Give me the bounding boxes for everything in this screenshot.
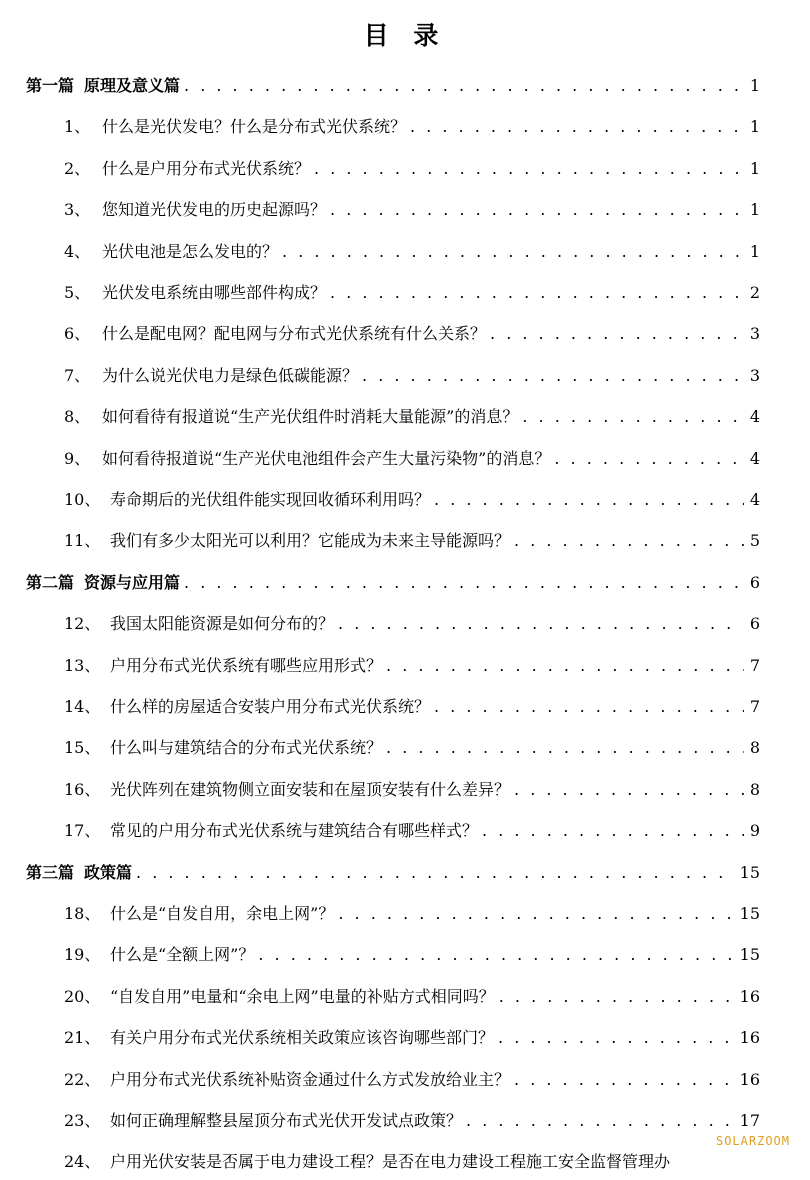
toc-page-number: 15: [739, 904, 760, 923]
toc-page-number: 1: [749, 200, 760, 220]
toc-entry[interactable]: [0, 1062, 810, 1092]
toc-entry-title: 什么是“自发自用，余电上网”？: [110, 904, 335, 923]
toc-entry-lead: [0, 1026, 494, 1050]
toc-entry-title: 常见的户用分布式光伏系统与建筑结合有哪些样式？: [110, 821, 479, 841]
toc-entry[interactable]: [0, 234, 810, 264]
dot-leader: [522, 405, 743, 429]
toc-entry-title: 原理及意义篇: [84, 76, 181, 95]
toc-entry-lead: [0, 778, 510, 802]
toc-entry[interactable]: [0, 109, 810, 139]
toc-entry-lead: [0, 447, 550, 471]
toc-page-number: 7: [749, 697, 760, 716]
toc-entry-lead: [0, 902, 334, 926]
toc-entry-lead: [0, 736, 382, 760]
watermark: SOLARZOOM: [715, 1134, 790, 1148]
toc-entry-title: 如何看待报道说“生产光伏电池组件会产生大量污染物”的消息？: [102, 448, 551, 468]
dot-leader: [338, 902, 733, 926]
toc-page-number: 1: [749, 76, 760, 95]
toc-entry-lead: [0, 1150, 670, 1174]
toc-page-number: 3: [749, 365, 760, 385]
toc-entry-lead: [0, 943, 254, 967]
toc-entry-number: 21、: [64, 1028, 101, 1048]
dot-leader: [136, 861, 734, 885]
dot-leader: [410, 115, 744, 139]
toc-entry-title: 为什么说光伏电力是绿色低碳能源？: [102, 365, 359, 385]
toc-entry-title: 什么是光伏发电？什么是分布式光伏系统？: [102, 117, 407, 137]
toc-page-number: 15: [739, 862, 760, 882]
toc-entry-lead: [0, 861, 132, 885]
toc-section-heading[interactable]: [0, 68, 810, 98]
toc-entry-lead: [0, 571, 180, 595]
toc-page-number: 16: [739, 1069, 760, 1089]
toc-entry-number: 22、: [64, 1069, 101, 1089]
toc-entry-lead: [0, 74, 180, 98]
toc-page-number: 8: [749, 779, 760, 799]
dot-leader: [338, 612, 744, 636]
toc-entry-number: 17、: [64, 821, 101, 841]
toc-entry[interactable]: [0, 1103, 810, 1133]
dot-leader: [554, 447, 743, 471]
toc-entry-title: 资源与应用篇: [84, 572, 181, 592]
toc-entry-number: 12、: [64, 614, 101, 634]
toc-page-number: 6: [749, 572, 760, 592]
toc-entry-lead: [0, 695, 430, 719]
toc-entry-title: 如何正确理解整县屋顶分布式光伏开发试点政策？: [110, 1111, 463, 1130]
toc-entry-number: 10、: [64, 490, 101, 509]
toc-entry[interactable]: [0, 275, 810, 305]
toc-entry-lead: [0, 364, 358, 388]
toc-entry-title: 我们有多少太阳光可以利用？它能成为未来主导能源吗？: [110, 531, 511, 551]
toc-entry-lead: [0, 1068, 510, 1092]
toc-entry-title: 寿命期后的光伏组件能实现回收循环利用吗？: [110, 490, 431, 509]
toc-entry-title: 我国太阳能资源是如何分布的？: [110, 614, 335, 634]
toc-page-number: 4: [749, 407, 760, 427]
dot-leader: [466, 1109, 734, 1133]
dot-leader: [498, 1026, 734, 1050]
toc-page-number: 4: [749, 448, 760, 468]
toc-entry-title: 有关户用分布式光伏系统相关政策应该咨询哪些部门？: [110, 1028, 495, 1048]
toc-entry-lead: [0, 240, 278, 264]
toc-page-number: 1: [749, 117, 760, 137]
toc-entry-title: 什么样的房屋适合安装户用分布式光伏系统？: [110, 697, 431, 716]
toc-entry[interactable]: [0, 896, 810, 926]
toc-page-number: 15: [739, 945, 760, 965]
toc-entry-lead: [0, 488, 430, 512]
toc-entry-lead: [0, 198, 326, 222]
toc-page-number: 7: [749, 655, 760, 675]
toc-page-number: 16: [739, 986, 760, 1006]
toc-entry[interactable]: [0, 1020, 810, 1050]
dot-leader: [482, 819, 744, 843]
toc-page-number: 1: [749, 158, 760, 178]
toc-entry-title: 您知道光伏发电的历史起源吗？: [102, 200, 327, 220]
toc-entry[interactable]: [0, 441, 810, 471]
toc-page-number: 2: [749, 283, 760, 302]
toc-entry-lead: [0, 1109, 462, 1133]
dot-leader: [490, 322, 744, 346]
toc-entry-number: 20、: [64, 986, 101, 1006]
toc-entry-title: 户用光伏安装是否属于电力建设工程？是否在电力建设工程施工安全监督管理办: [110, 1152, 671, 1172]
toc-entry[interactable]: [0, 689, 810, 719]
toc-entry[interactable]: [0, 648, 810, 678]
toc-entry[interactable]: [0, 523, 810, 553]
dot-leader: [184, 571, 744, 595]
toc-entry-number: 24、: [64, 1152, 101, 1172]
toc-entry-number: 6、: [64, 324, 91, 344]
toc-entry[interactable]: [0, 937, 810, 967]
toc-entry-number: 3、: [64, 200, 91, 220]
toc-entry-number: 13、: [64, 655, 101, 675]
dot-leader: [258, 943, 733, 967]
toc-entry-number: 7、: [64, 365, 91, 385]
toc-entry[interactable]: [0, 192, 810, 222]
toc-entry-number: 5、: [64, 283, 91, 302]
toc-entry-number: 9、: [64, 448, 91, 468]
toc-entry-lead: [0, 654, 382, 678]
toc-entry-title: 政策篇: [84, 862, 133, 882]
toc-entry[interactable]: [0, 399, 810, 429]
toc-page-number: 8: [749, 738, 760, 758]
dot-leader: [499, 985, 734, 1009]
toc-entry-lead: [0, 115, 406, 139]
toc-entry-number: 第三篇: [26, 862, 75, 882]
toc-entry[interactable]: [0, 151, 810, 181]
toc-entry-number: 14、: [64, 697, 101, 716]
dot-leader: [282, 240, 744, 264]
toc-entry-number: 4、: [64, 241, 91, 261]
dot-leader: [514, 529, 744, 553]
toc-entry-lead: [0, 157, 310, 181]
toc-page-number: 9: [749, 821, 760, 841]
dot-leader: [514, 1068, 734, 1092]
toc-entry[interactable]: [0, 979, 810, 1009]
dot-leader: [434, 488, 744, 512]
toc-entry-number: 15、: [64, 738, 101, 758]
toc-entry-number: 第一篇: [26, 76, 75, 95]
toc-entry-title: “自发自用”电量和“余电上网”电量的补贴方式相同吗？: [110, 986, 495, 1006]
toc-entry-title: 光伏电池是怎么发电的？: [102, 241, 279, 261]
dot-leader: [184, 74, 744, 98]
toc-entry-title: 光伏发电系统由哪些部件构成？: [102, 283, 327, 302]
toc-entry[interactable]: [0, 606, 810, 636]
toc-entry-title: 户用分布式光伏系统补贴资金通过什么方式发放给业主？: [110, 1069, 511, 1089]
toc-page-number: 5: [749, 531, 760, 551]
toc-page-number: 1: [749, 241, 760, 261]
toc-entry-title: 户用分布式光伏系统有哪些应用形式？: [110, 655, 383, 675]
toc-page-number: 17: [739, 1111, 760, 1130]
toc-entry-number: 8、: [64, 407, 91, 427]
toc-entry-title: 什么是户用分布式光伏系统？: [102, 158, 311, 178]
toc-section-heading[interactable]: [0, 565, 810, 595]
toc-entry-lead: [0, 322, 486, 346]
toc-entry-number: 第二篇: [26, 572, 75, 592]
dot-leader: [362, 364, 744, 388]
dot-leader: [514, 778, 744, 802]
toc-entry-number: 23、: [64, 1111, 101, 1130]
dot-leader: [386, 654, 744, 678]
toc-entry-number: 18、: [64, 904, 101, 923]
toc-page-number: 3: [749, 324, 760, 344]
toc-entry-number: 16、: [64, 779, 101, 799]
toc-entry-number: 11、: [64, 531, 101, 551]
toc-entry-lead: [0, 529, 510, 553]
toc-entry-title: 什么叫与建筑结合的分布式光伏系统？: [110, 738, 383, 758]
dot-leader: [434, 695, 744, 719]
toc-page-number: 4: [749, 490, 760, 509]
toc-entry[interactable]: [0, 772, 810, 802]
toc-entry-number: 19、: [64, 945, 101, 965]
toc-entry-lead: [0, 405, 518, 429]
toc-entry-title: 光伏阵列在建筑物侧立面安装和在屋顶安装有什么差异？: [110, 779, 511, 799]
toc-entry[interactable]: [0, 482, 810, 512]
toc-entry[interactable]: [0, 358, 810, 388]
toc-entry[interactable]: [0, 1144, 810, 1174]
dot-leader: [330, 281, 744, 305]
toc-page-number: 16: [739, 1028, 760, 1048]
dot-leader: [386, 736, 744, 760]
toc-entry-number: 2、: [64, 158, 91, 178]
toc-entry-lead: [0, 612, 334, 636]
page-title: 目 录: [363, 21, 447, 50]
toc-page-number: 6: [749, 614, 760, 634]
toc-entry-number: 1、: [64, 117, 91, 137]
toc-entry[interactable]: [0, 813, 810, 843]
dot-leader: [314, 157, 744, 181]
toc-entry-lead: [0, 281, 326, 305]
toc-section-heading[interactable]: [0, 855, 810, 885]
toc-entry-lead: [0, 985, 495, 1009]
toc-entry-title: 什么是配电网？配电网与分布式光伏系统有什么关系？: [102, 324, 487, 344]
toc-entry-lead: [0, 819, 478, 843]
toc-entry-title: 如何看待有报道说“生产光伏组件时消耗大量能源”的消息？: [102, 407, 519, 427]
toc-entry-title: 什么是“全额上网”？: [110, 945, 255, 965]
toc-entry[interactable]: [0, 730, 810, 760]
dot-leader: [330, 198, 744, 222]
toc-entry[interactable]: [0, 316, 810, 346]
